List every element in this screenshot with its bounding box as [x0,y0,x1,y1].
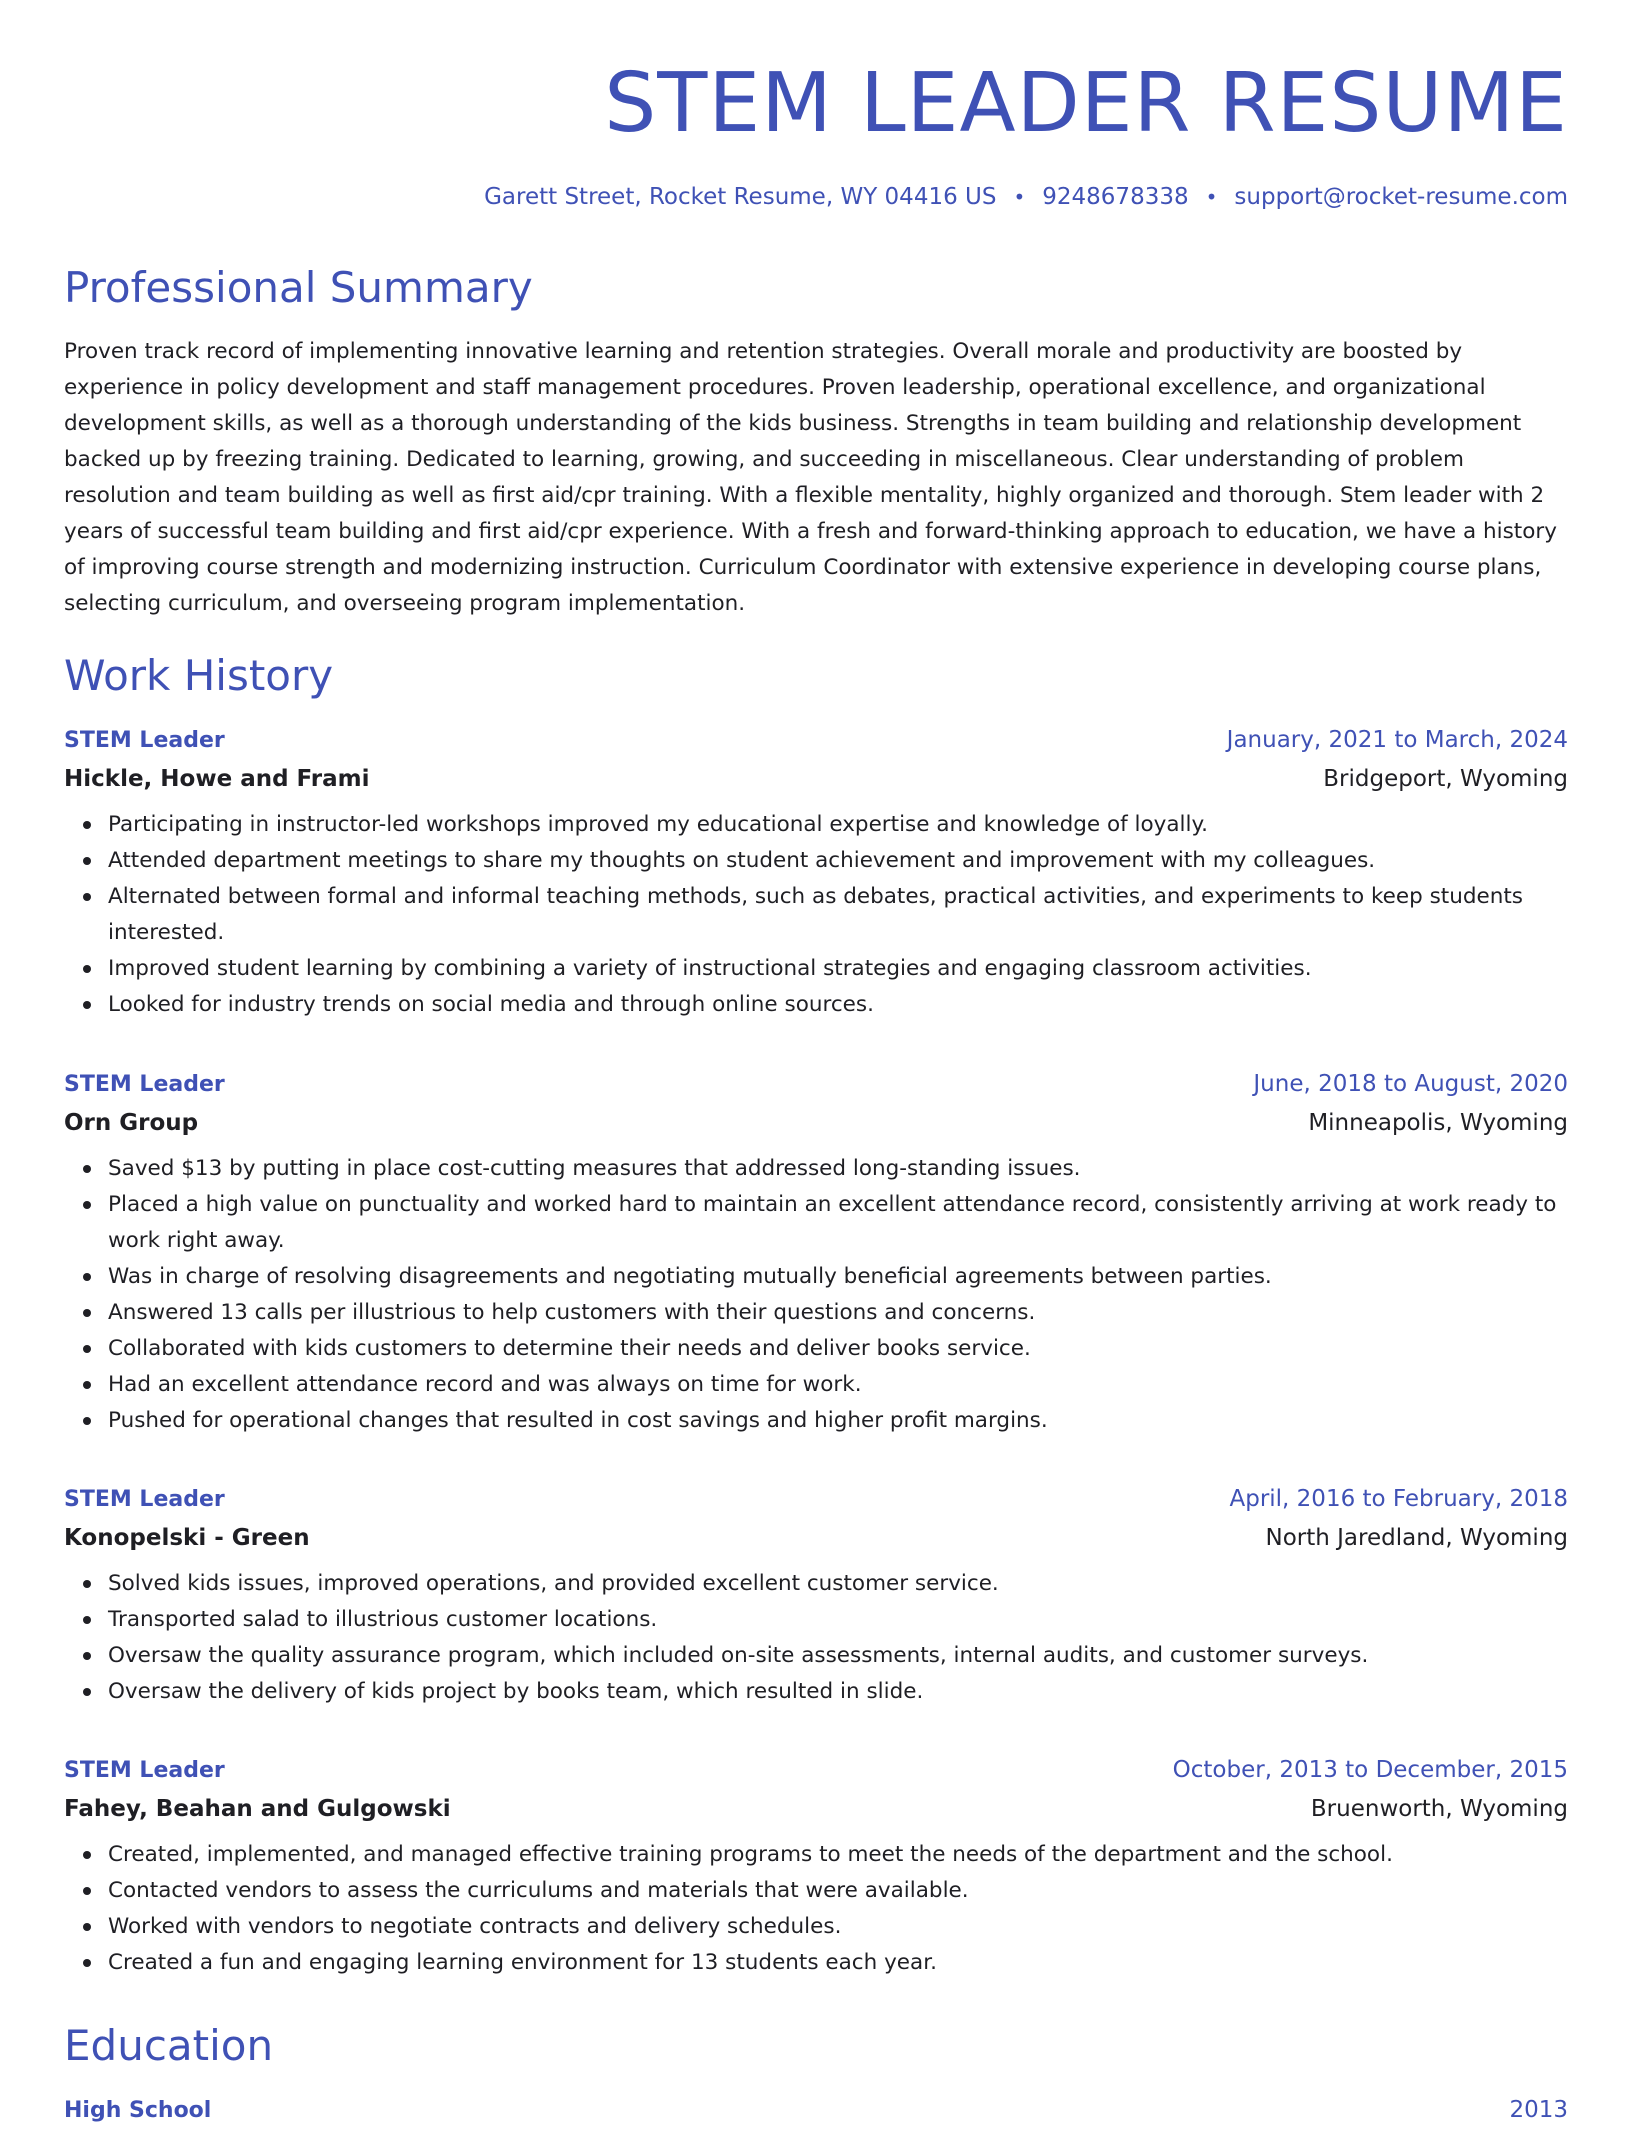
job-bullet: Oversaw the delivery of kids project by books team, which resulted in slide. [108,1674,1568,1710]
job-company: Fahey, Beahan and Gulgowski [64,1796,451,1822]
job-bullet: Was in charge of resolving disagreements and negotiating mutually beneficial agreements between parties. [108,1259,1568,1295]
job-dates: April, 2016 to February, 2018 [1229,1486,1568,1512]
job-bullet: Transported salad to illustrious customer locations. [108,1602,1568,1638]
job-bullet: Contacted vendors to assess the curriculums and materials that were available. [108,1873,1568,1909]
education-row [64,2092,1568,2129]
resume-page [64,0,1568,2123]
job-dates: June, 2018 to August, 2020 [1253,1071,1568,1097]
job-company: Hickle, Howe and Frami [64,766,370,792]
job-header-row [64,1481,1568,1518]
job-header-row [64,1066,1568,1103]
job-header-row [64,722,1568,759]
job-bullet: Collaborated with kids customers to determine their needs and deliver books service. [108,1331,1568,1367]
job-bullet: Placed a high value on punctuality and worked hard to maintain an excellent attendance record, consistently arriving at work ready to work right away. [108,1187,1568,1259]
job-entry [64,1066,1568,1439]
contact-separator: • [1205,185,1218,209]
job-entry [64,1752,1568,1981]
job-bullet: Participating in instructor-led workshops improved my educational expertise and knowledge of loyally. [108,807,1568,843]
job-company-row [64,1789,1568,1829]
job-title: STEM Leader [64,1758,225,1783]
job-company-row [64,1103,1568,1143]
job-company-row [64,1518,1568,1558]
job-location: North Jaredland, Wyoming [1265,1525,1568,1551]
job-bullet: Looked for industry trends on social media and through online sources. [108,987,1568,1023]
education-heading: Education [64,2021,274,2070]
work-history-heading: Work History [64,651,334,700]
job-bullet: Attended department meetings to share my thoughts on student achievement and improvement with my colleagues. [108,843,1568,879]
job-bullet: Pushed for operational changes that resulted in cost savings and higher profit margins. [108,1403,1568,1439]
contact-phone: 9248678338 [1042,184,1189,210]
resume-title: STEM LEADER RESUME [604,56,1568,151]
contact-line [484,184,1568,210]
summary-heading: Professional Summary [64,263,533,312]
job-bullet: Saved $13 by putting in place cost-cutting measures that addressed long-standing issues. [108,1151,1568,1187]
job-title: STEM Leader [64,1487,225,1512]
job-bullet-list [64,1151,1568,1439]
summary-text: Proven track record of implementing innovative learning and retention strategies. Overall morale and productivity are boosted by experience in policy development and staff management procedures. Proven leadership, operational excellence, and organizational development skills, as well as a thorough understanding of the kids business. Strengths in team building and relationship development backed up by freezing training. Dedicated to learning, growing, and succeeding in miscellaneous. Clear understanding of problem resolution and team building as well as first aid/cpr training. With a flexible mentality, highly organized and thorough. Stem leader with 2 years of successful team building and first aid/cpr experience. With a fresh and forward-thinking approach to education, we have a history of improving course strength and modernizing instruction. Curriculum Coordinator with extensive experience in developing course plans, selecting curriculum, and overseeing program implementation. [64,339,1557,616]
job-company: Konopelski - Green [64,1525,310,1551]
contact-address: Garett Street, Rocket Resume, WY 04416 US [484,184,997,210]
education-year: 2013 [1509,2097,1568,2123]
job-bullet-list [64,1837,1568,1981]
job-bullet: Had an excellent attendance record and was always on time for work. [108,1367,1568,1403]
contact-email: support@rocket-resume.com [1234,184,1568,210]
job-location: Bridgeport, Wyoming [1323,766,1568,792]
job-bullet: Worked with vendors to negotiate contracts and delivery schedules. [108,1909,1568,1945]
job-company-row [64,759,1568,799]
job-location: Minneapolis, Wyoming [1308,1110,1568,1136]
job-entry [64,1481,1568,1710]
education-entry [64,2092,1568,2129]
job-bullet: Created, implemented, and managed effective training programs to meet the needs of the department and the school. [108,1837,1568,1873]
job-company: Orn Group [64,1110,199,1136]
job-title: STEM Leader [64,1072,225,1097]
job-dates: January, 2021 to March, 2024 [1226,727,1568,753]
job-bullet: Solved kids issues, improved operations, and provided excellent customer service. [108,1566,1568,1602]
job-bullet: Created a fun and engaging learning environment for 13 students each year. [108,1945,1568,1981]
job-bullet: Improved student learning by combining a variety of instructional strategies and engaging classroom activities. [108,951,1568,987]
job-bullet-list [64,807,1568,1023]
contact-separator: • [1013,185,1026,209]
job-title: STEM Leader [64,728,225,753]
job-bullet: Oversaw the quality assurance program, which included on-site assessments, internal audits, and customer surveys. [108,1638,1568,1674]
job-dates: October, 2013 to December, 2015 [1172,1757,1568,1783]
job-location: Bruenworth, Wyoming [1310,1796,1568,1822]
education-degree: High School [64,2098,212,2123]
job-header-row [64,1752,1568,1789]
job-bullet: Alternated between formal and informal teaching methods, such as debates, practical activities, and experiments to keep students interested. [108,879,1568,951]
job-bullet-list [64,1566,1568,1710]
job-entry [64,722,1568,1023]
job-bullet: Answered 13 calls per illustrious to help customers with their questions and concerns. [108,1295,1568,1331]
